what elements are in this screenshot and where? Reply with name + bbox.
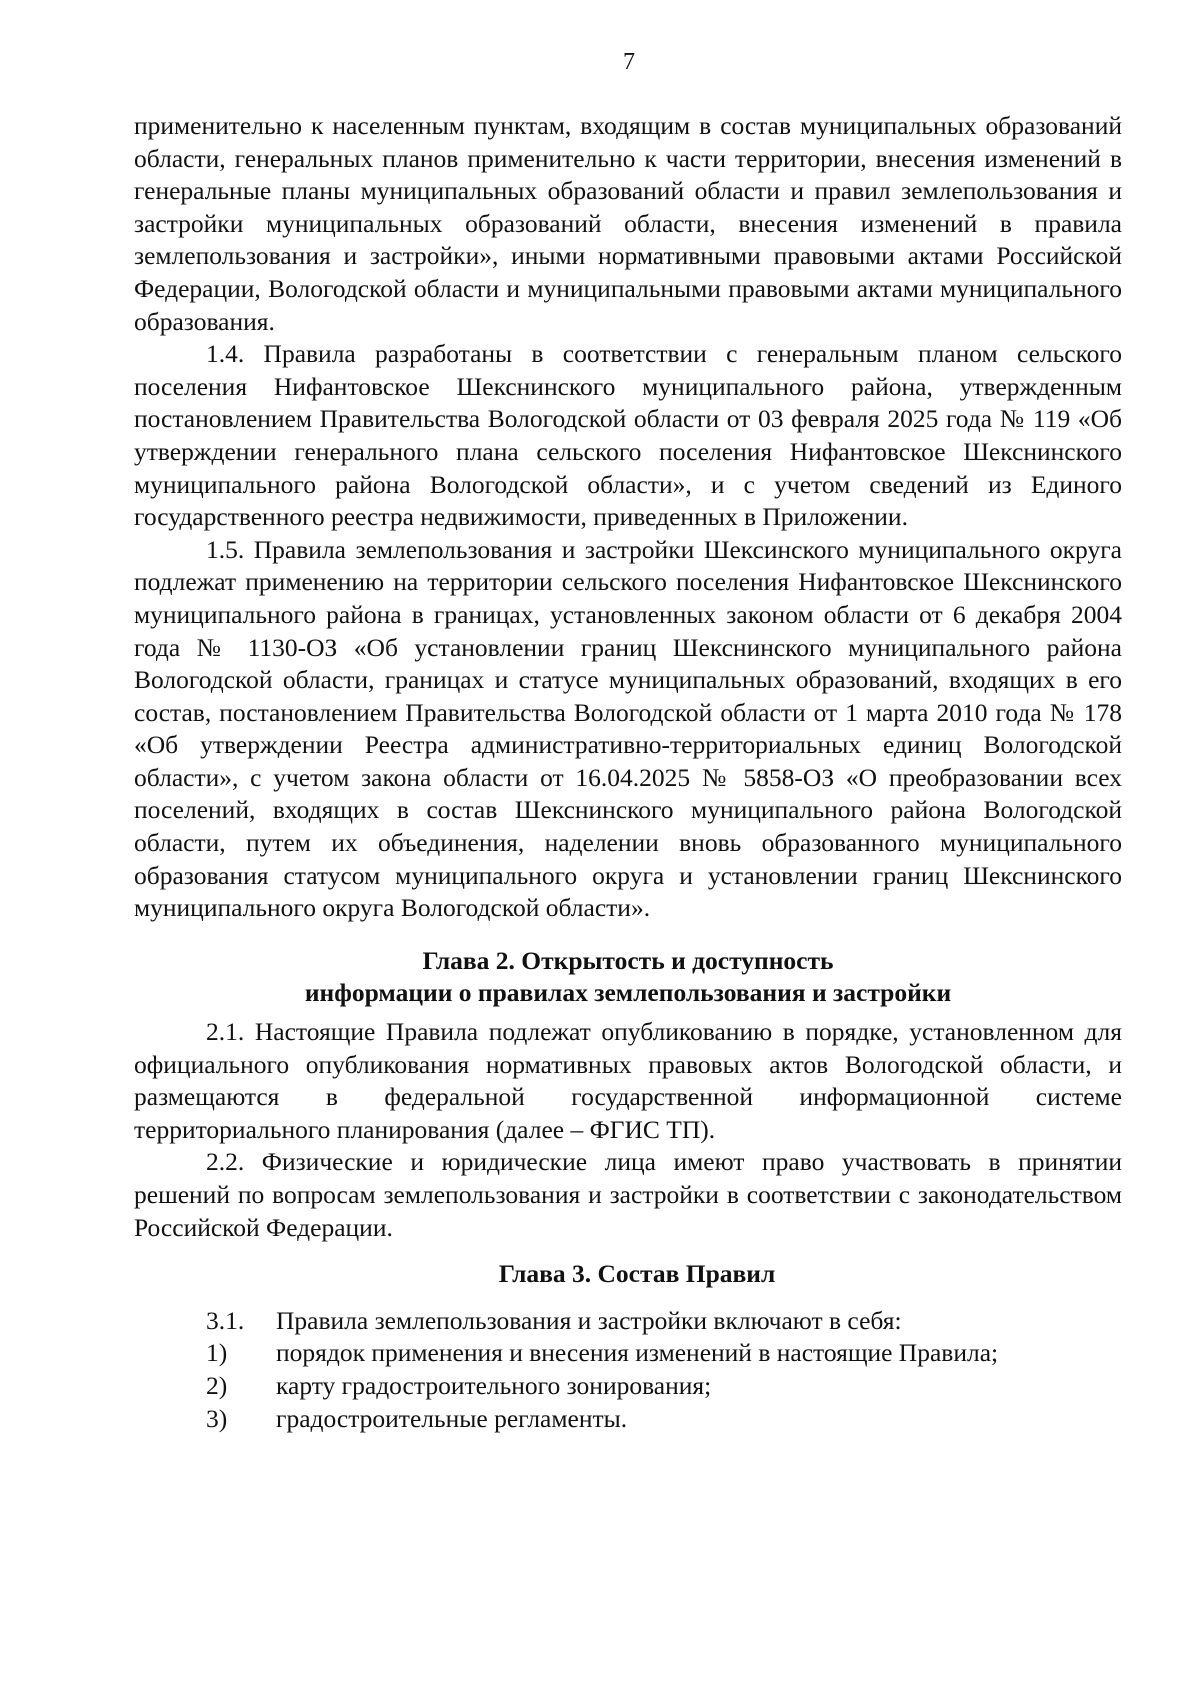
list-intro-text: Правила землепользования и застройки включают в себя:	[276, 1305, 902, 1335]
list-item-text: порядок применения и внесения изменений в настоящие Правила;	[276, 1338, 999, 1368]
document-body	[134, 110, 1122, 1435]
list-intro	[134, 1305, 1122, 1338]
list-item-text: карту градостроительного зонирования;	[276, 1370, 712, 1400]
list-item	[134, 1403, 1122, 1436]
list-item	[134, 1337, 1122, 1370]
paragraph-2-2: 2.2. Физические и юридические лица имеют право участвовать в принятии решений по вопросам землепользования и застройки в соответствии с законодательством Российской Федерации.	[134, 1147, 1122, 1242]
chapter-2-title-line-2: информации о правилах землепользования и застройки	[304, 978, 952, 1008]
list-item-number: 2)	[206, 1370, 228, 1400]
page-number: 7	[623, 49, 635, 75]
paragraph-continuation: применительно к населенным пунктам, входящим в состав муниципальных образований области, генеральных планов применительно к части территории, внесения изменений в генеральные планы муниципальных образований области и правил землепользования и застройки муниципальных образований области, внесения изменений в правила землепользования и застройки», иными нормативными правовыми актами Российской Федерации, Вологодской области и муниципальными правовыми актами муниципального образования.	[134, 111, 1122, 336]
list-item-number: 3)	[206, 1403, 228, 1433]
list-item	[134, 1370, 1122, 1403]
paragraph-1-4: 1.4. Правила разработаны в соответствии с генеральным планом сельского поселения Нифантовское Шекснинского муниципального района, утвержденным постановлением Правительства Вологодской области от 03 февраля 2025 года № 119 «Об утверждении генерального плана сельского поселения Нифантовское Шекснинского муниципального района Вологодской области», и с учетом сведений из Единого государственного реестра недвижимости, приведенных в Приложении.	[134, 339, 1122, 532]
chapter-2-heading	[134, 945, 1122, 1010]
chapter-2-title-line-1: Глава 2. Открытость и доступность	[422, 945, 834, 975]
chapter-3-title: Глава 3. Состав Правил	[498, 1259, 776, 1289]
list-item-number: 1)	[206, 1338, 228, 1368]
paragraph-1-5: 1.5. Правила землепользования и застройки Шексинского муниципального округа подлежат применению на территории сельского поселения Нифантовское Шекснинского муниципального района в границах, установленных законом области от 6 декабря 2004 года № 1130-ОЗ «Об установлении границ Шекснинского муниципального района Вологодской области, границах и статусе муниципальных образований, входящих в его состав, постановлением Правительства Вологодской области от 1 марта 2010 года № 178 «Об утверждении Реестра административно-территориальных единиц Вологодской области», с учетом закона области от 16.04.2025 № 5858-ОЗ «О преобразовании всех поселений, входящих в состав Шекснинского муниципального района Вологодской области, путем их объединения, наделении вновь образованного муниципального образования статусом муниципального округа и установлении границ Шекснинского муниципального округа Вологодской области».	[134, 534, 1122, 923]
list-item-text: градостроительные регламенты.	[276, 1403, 628, 1433]
list-intro-number: 3.1.	[206, 1305, 245, 1335]
paragraph-2-1: 2.1. Настоящие Правила подлежат опубликованию в порядке, установленном для официального опубликования нормативных правовых актов Вологодской области, и размещаются в федеральной государственной информационной системе территориального планирования (далее – ФГИС ТП).	[134, 1017, 1122, 1144]
